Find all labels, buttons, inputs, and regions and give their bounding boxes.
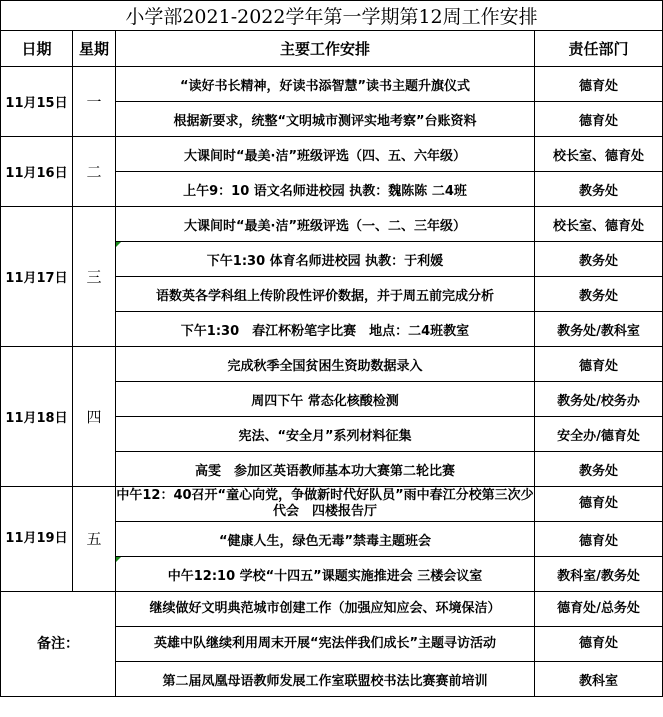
date-cell: 11月19日 — [1, 487, 73, 592]
dept-cell: 教务处 — [535, 452, 663, 487]
weekday-cell: 一 — [73, 67, 116, 137]
task-cell: 大课间时“最美·洁”班级评选（一、二、三年级） — [116, 207, 535, 242]
header-date: 日期 — [1, 31, 73, 67]
dept-cell: 教科室/教务处 — [535, 557, 663, 592]
weekday-cell: 三 — [73, 207, 116, 347]
task-cell: 第二届凤凰母语教师发展工作室联盟校书法比赛赛前培训 — [116, 662, 535, 697]
task-cell: 高雯 参加区英语教师基本功大赛第二轮比赛 — [116, 452, 535, 487]
date-cell: 11月15日 — [1, 67, 73, 137]
notes-label: 备注： — [1, 592, 116, 697]
task-cell: 大课间时“最美·洁”班级评选（四、五、六年级） — [116, 137, 535, 172]
date-cell: 11月18日 — [1, 347, 73, 487]
table-row — [1, 207, 663, 242]
dept-cell: 德育处 — [535, 487, 663, 522]
table-row — [1, 137, 663, 172]
table-row — [1, 487, 663, 522]
task-cell: 宪法、“安全月”系列材料征集 — [116, 417, 535, 452]
dept-cell: 德育处/总务处 — [535, 592, 663, 627]
weekday-cell: 四 — [73, 347, 116, 487]
dept-cell: 校长室、德育处 — [535, 137, 663, 172]
dept-cell: 教务处 — [535, 172, 663, 207]
dept-cell: 德育处 — [535, 627, 663, 662]
task-cell: “读好书长精神，好读书添智慧”读书主题升旗仪式 — [116, 67, 535, 102]
dept-cell: 教务处 — [535, 242, 663, 277]
task-cell: 完成秋季全国贫困生资助数据录入 — [116, 347, 535, 382]
weekday-cell: 二 — [73, 137, 116, 207]
dept-cell: 安全办/德育处 — [535, 417, 663, 452]
header-dept: 责任部门 — [535, 31, 663, 67]
weekday-cell: 五 — [73, 487, 116, 592]
dept-cell: 校长室、德育处 — [535, 207, 663, 242]
dept-cell: 教务处/校务办 — [535, 382, 663, 417]
dept-cell: 教科室 — [535, 662, 663, 697]
table-row — [1, 592, 663, 627]
header-task: 主要工作安排 — [116, 31, 535, 67]
dept-cell: 教务处/教科室 — [535, 312, 663, 347]
dept-cell: 德育处 — [535, 347, 663, 382]
dept-cell: 教务处 — [535, 277, 663, 312]
task-cell: 下午1:30 体育名师进校园 执教：于利媛 — [116, 242, 535, 277]
table-row — [1, 67, 663, 102]
task-cell: 中午12：40召开“童心向党，争做新时代好队员”雨中春江分校第三次少代会 四楼报告厅 — [116, 487, 535, 522]
task-cell: 根据新要求，统整“文明城市测评实地考察”台账资料 — [116, 102, 535, 137]
dept-cell: 德育处 — [535, 67, 663, 102]
date-cell: 11月17日 — [1, 207, 73, 347]
task-cell: 上午9：10 语文名师进校园 执教：魏陈陈 二4班 — [116, 172, 535, 207]
task-cell: 周四下午 常态化核酸检测 — [116, 382, 535, 417]
task-cell: 英雄中队继续利用周末开展“宪法伴我们成长”主题寻访活动 — [116, 627, 535, 662]
task-cell: “健康人生，绿色无毒”禁毒主题班会 — [116, 522, 535, 557]
task-cell: 中午12:10 学校“十四五”课题实施推进会 三楼会议室 — [116, 557, 535, 592]
header-weekday: 星期 — [73, 31, 116, 67]
task-cell: 继续做好文明典范城市创建工作（加强应知应会、环境保洁） — [116, 592, 535, 627]
page-title: 小学部2021-2022学年第一学期第12周工作安排 — [1, 1, 663, 31]
task-cell: 语数英各学科组上传阶段性评价数据，并于周五前完成分析 — [116, 277, 535, 312]
task-cell: 下午1:30 春江杯粉笔字比赛 地点：二4班教室 — [116, 312, 535, 347]
dept-cell: 德育处 — [535, 522, 663, 557]
dept-cell: 德育处 — [535, 102, 663, 137]
table-row — [1, 347, 663, 382]
date-cell: 11月16日 — [1, 137, 73, 207]
